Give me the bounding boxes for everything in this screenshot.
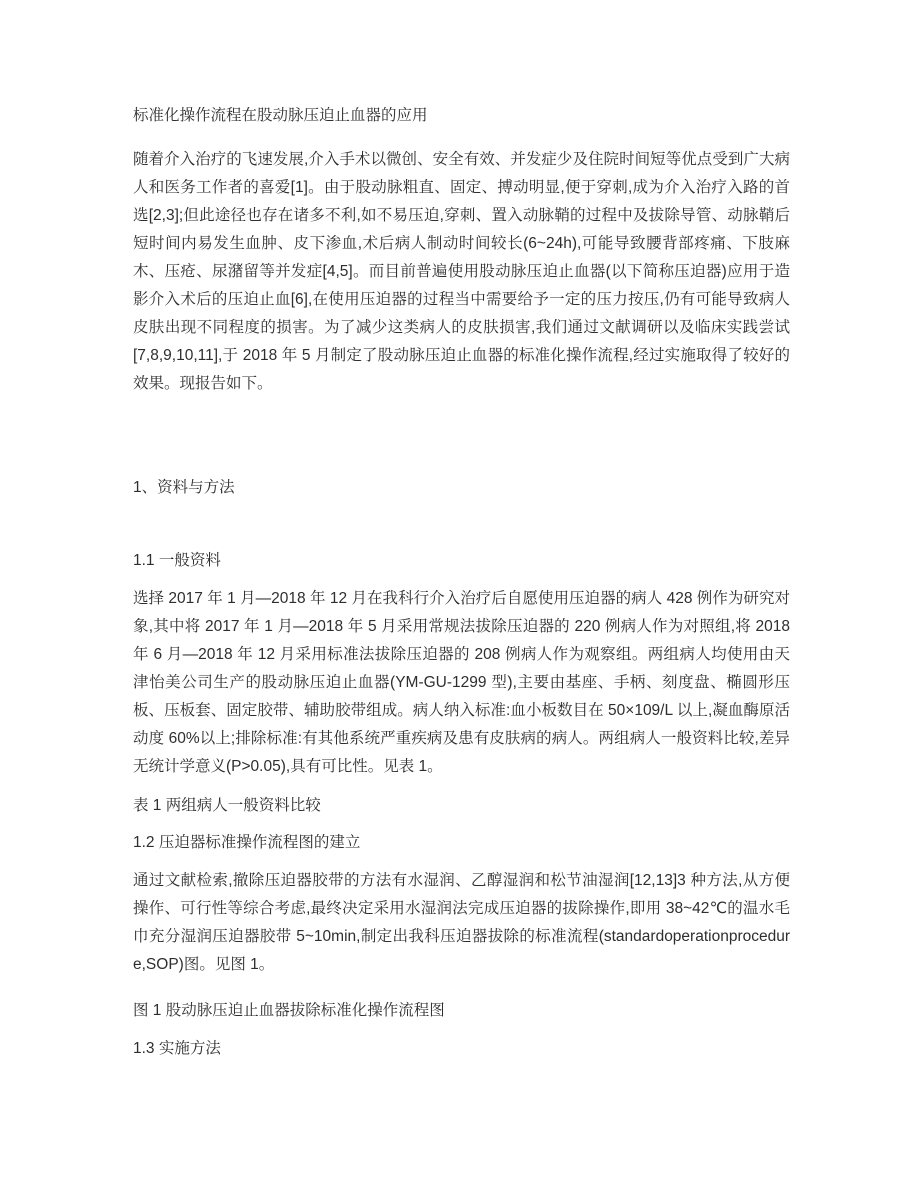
section-1-3-heading: 1.3 实施方法 — [133, 1040, 221, 1057]
intro-paragraph: 随着介入治疗的飞速发展,介入手术以微创、安全有效、并发症少及住院时间短等优点受到广大病人和医务工作者的喜爱[1]。由于股动脉粗直、固定、搏动明显,便于穿刺,成为介入治疗入路的首选[2,3];但此途径也存在诸多不利,如不易压迫,穿刺、置入动脉鞘的过程中及拔除导管、动脉鞘后短时间内易发生血肿、皮下渗血,术后病人制动时间较长(6~24h),可能导致腰背部疼痛、下肢麻木、压疮、尿潴留等并发症[4,5]。而目前普遍使用股动脉压迫止血器(以下简称压迫器)应用于造影介入术后的压迫止血[6],在使用压迫器的过程当中需要给予一定的压力按压,仍有可能导致病人皮肤出现不同程度的损害。为了减少这类病人的皮肤损害,我们通过文献调研以及临床实践尝试[7,8,9,10,11],于 2018 年 5 月制定了股动脉压迫止血器的标准化操作流程,经过实施取得了较好的效果。现报告如下。 — [133, 151, 790, 392]
section-1-heading: 1、资料与方法 — [133, 479, 235, 496]
section-1-2-paragraph: 通过文献检索,撤除压迫器胶带的方法有水湿润、乙醇湿润和松节油湿润[12,13]3 种方法,从方便操作、可行性等综合考虑,最终决定采用水湿润法完成压迫器的拔除操作,即用 38~42℃的温水毛巾充分湿润压迫器胶带 5~10min,制定出我科压迫器拔除的标准流程(standardoperationprocedure,SOP)图。见图 1。 — [133, 872, 790, 973]
table-1-caption: 表 1 两组病人一般资料比较 — [133, 797, 321, 814]
figure-1-caption: 图 1 股动脉压迫止血器拔除标准化操作流程图 — [133, 1002, 445, 1019]
section-1-1-paragraph: 选择 2017 年 1 月—2018 年 12 月在我科行介入治疗后自愿使用压迫器的病人 428 例作为研究对象,其中将 2017 年 1 月—2018 年 5 月采用常规法拔除压迫器的 220 例病人作为对照组,将 2018 年 6 月—2018 年 12 月采用标准法拔除压迫器的 208 例病人作为观察组。两组病人均使用由天津怡美公司生产的股动脉压迫止血器(YM-GU-1299 型),主要由基座、手柄、刻度盘、椭圆形压板、压板套、固定胶带、辅助胶带组成。病人纳入标准:血小板数目在 50×109/L 以上,凝血酶原活动度 60%以上;排除标准:有其他系统严重疾病及患有皮肤病的病人。两组病人一般资料比较,差异无统计学意义(P>0.05),具有可比性。见表 1。 — [133, 590, 790, 775]
section-1-2-heading: 1.2 压迫器标准操作流程图的建立 — [133, 834, 361, 851]
document-title: 标准化操作流程在股动脉压迫止血器的应用 — [133, 107, 428, 124]
section-1-1-heading: 1.1 一般资料 — [133, 552, 221, 569]
